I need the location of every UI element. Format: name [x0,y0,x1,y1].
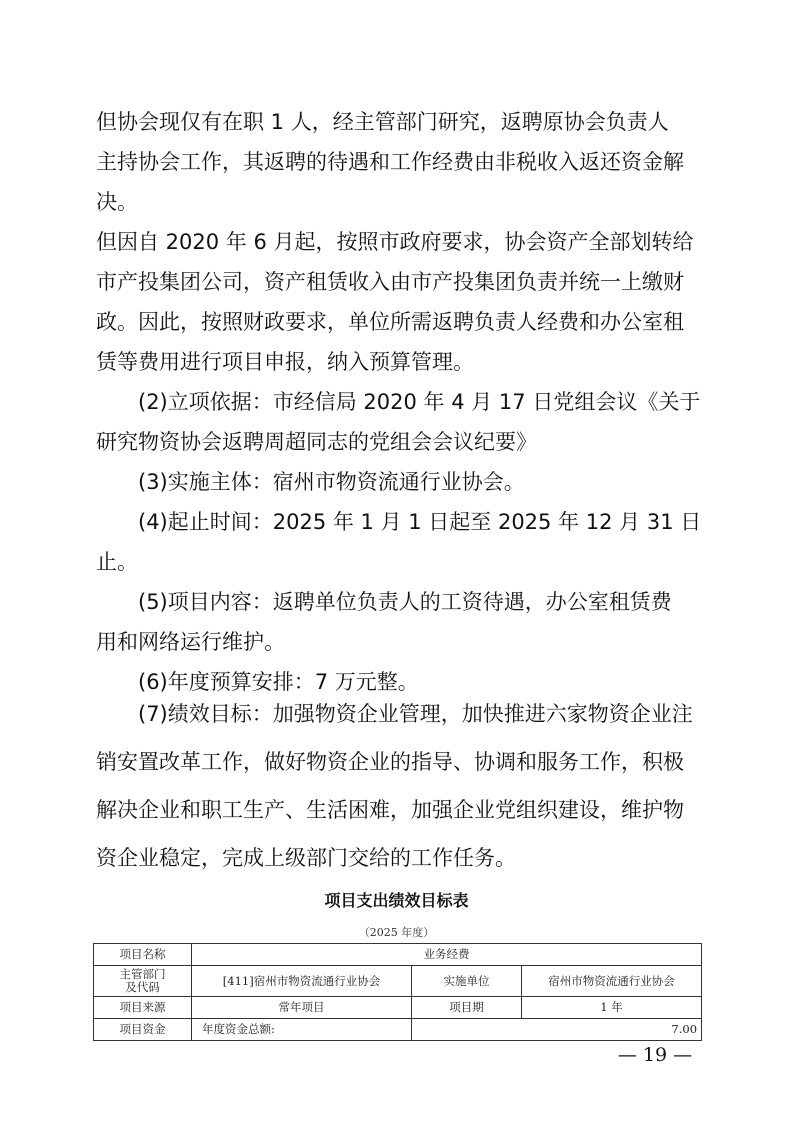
project-source-label: 项目来源 [94,997,192,1019]
annual-fund-total-label: 年度资金总额: [192,1019,412,1041]
implementer-label: 实施单位 [412,966,522,997]
department-label: 主管部门及代码 [94,966,192,997]
paragraph-goals: (7)绩效目标：加强物资企业管理，加快推进六家物资企业注 销安置改革工作，做好物资企业的指导、协调和服务工作，积极 解决企业和职工生产、生活困难，加强企业党组织建设，维护物 资企业稳定，完成上级部门交给的工作任务。 [96,702,693,870]
department-value: [411]宿州市物资流通行业协会 [192,966,412,997]
project-period-value: 1 年 [522,997,702,1019]
project-name-value: 业务经费 [192,944,702,966]
performance-target-table [93,943,702,1041]
project-period-label: 项目期 [412,997,522,1019]
paragraph-returning-staff: 但协会现仅有在职 1 人，经主管部门研究，返聘原协会负责人 主持协会工作，其返聘的待遇和工作经费由非税收入返还资金解 决。 [96,110,684,214]
paragraph-project-basis: (2)立项依据：市经信局 2020 年 4 月 17 日党组会议《关于 研究物资协会返聘周超同志的党组会会议纪要》 [96,390,701,454]
table-title: 项目支出绩效目标表 [324,891,469,910]
paragraph-budget: (6)年度预算安排：7 万元整。 [96,670,419,694]
table-row [94,966,702,997]
table-row [94,1019,702,1041]
project-name-label: 项目名称 [94,944,192,966]
paragraph-content: (5)项目内容：返聘单位负责人的工资待遇，办公室租赁费 用和网络运行维护。 [96,590,672,654]
table-row [94,997,702,1019]
paragraph-period: (4)起止时间：2025 年 1 月 1 日起至 2025 年 12 月 31 日 止。 [96,510,702,574]
page-number: — 19 — [617,1044,693,1066]
table-year: （2025 年度） [358,926,435,939]
paragraph-asset-transfer: 但因自 2020 年 6 月起，按照市政府要求，协会资产全部划转给 市产投集团公司，资产租赁收入由市产投集团负责并统一上缴财 政。因此，按照财政要求，单位所需返聘负责人经费和办公室租 赁等费用进行项目申报，纳入预算管理。 [96,230,694,374]
project-fund-label: 项目资金 [94,1019,192,1041]
project-source-value: 常年项目 [192,997,412,1019]
table-row [94,944,702,966]
paragraph-implementer: (3)实施主体：宿州市物资流通行业协会。 [96,470,525,494]
implementer-value: 宿州市物资流通行业协会 [522,966,702,997]
annual-fund-total-value: 7.00 [412,1019,702,1041]
